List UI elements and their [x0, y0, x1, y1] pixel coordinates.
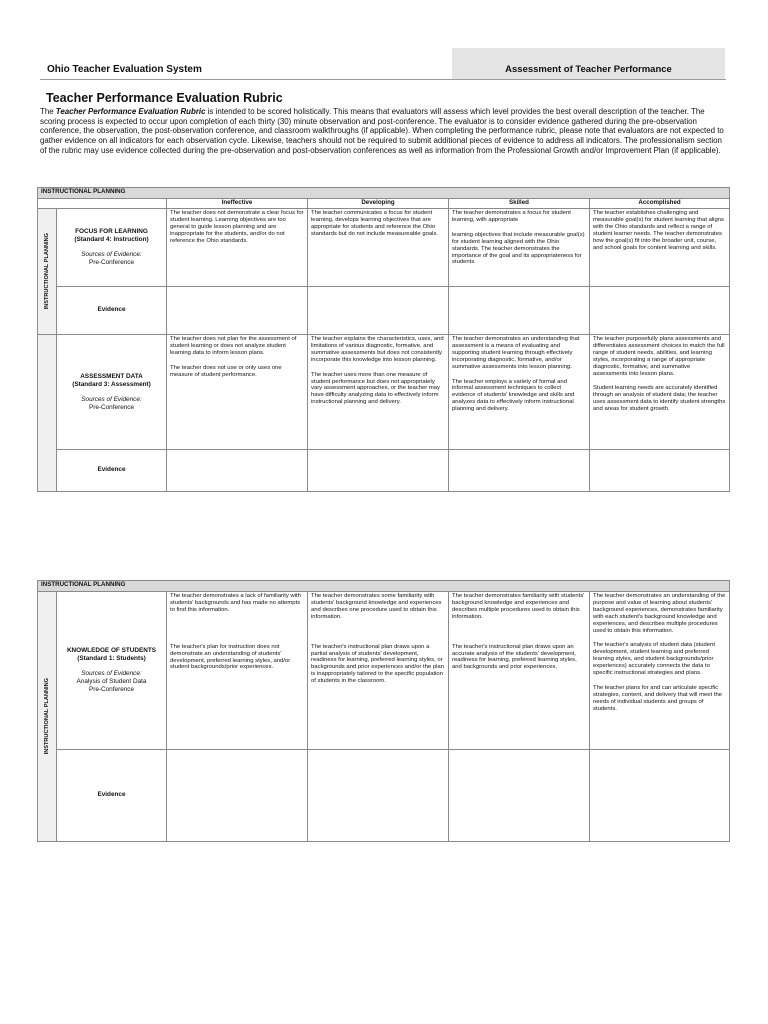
criterion-standard: (Standard 1: Students): [77, 655, 146, 662]
rating-cell-accomplished: [590, 592, 730, 750]
criterion-focus-for-learning: [57, 209, 167, 287]
side-label-cell: [38, 592, 57, 842]
evidence-cell[interactable]: [590, 287, 730, 335]
rating-cell-skilled: [449, 592, 590, 750]
descriptor-text: The teacher communicates a focus for student learning, develops learning objectives that are appropriate for students and reference the Ohio standards but do not include measureable goals.: [311, 210, 439, 237]
evidence-label: Evidence: [57, 450, 167, 492]
criterion-assessment-data: [57, 335, 167, 450]
criterion-source-item: Pre-Conference: [88, 686, 135, 693]
descriptor-text: The teacher demonstrates a lack of familiarity with students' backgrounds and has made no attempts to find this information.: [170, 593, 301, 613]
side-label-cell-blank: [38, 335, 57, 492]
criterion-standard: (Standard 3: Assessment): [72, 380, 151, 388]
column-header-accomplished: Accomplished: [590, 199, 730, 209]
descriptor-text: The teacher employs a variety of formal and informal assessment techniques to collect evidence of students' knowledge and skills and analyzes data to effectively inform instructional planning and delivery.: [452, 378, 575, 413]
column-header-developing: Developing: [308, 199, 449, 209]
descriptor-text: The teacher demonstrates some familiarity with students' background knowledge and experiences and describes one procedure used to obtain this information.: [311, 593, 442, 620]
evidence-cell[interactable]: [590, 450, 730, 492]
header-divider: [40, 79, 726, 80]
evidence-label: Evidence: [57, 750, 167, 842]
rating-cell-skilled: [449, 335, 590, 450]
rating-cell-developing: [308, 209, 449, 287]
criterion-name: ASSESSMENT DATA: [80, 372, 143, 380]
section-header: INSTRUCTIONAL PLANNING: [38, 581, 730, 592]
section-header: INSTRUCTIONAL PLANNING: [38, 188, 730, 199]
descriptor-text: The teacher does not use or only uses one measure of student performance.: [170, 364, 282, 378]
criterion-name: FOCUS FOR LEARNING: [75, 228, 148, 235]
descriptor-text: The teacher does not demonstrate a clear focus for student learning. Learning objectives are too general to guide lesson planning and are inappropriate for the students, and/or do not reference the Ohio standards.: [170, 210, 304, 244]
criterion-sources-label: Sources of Evidence:: [81, 395, 142, 403]
evidence-cell[interactable]: [590, 750, 730, 842]
criterion-sources-label: Sources of Evidence:: [81, 251, 142, 258]
rubric-table-1: [37, 187, 730, 492]
criterion-name: KNOWLEDGE OF STUDENTS: [66, 647, 157, 654]
criterion-source-item: Pre-Conference: [88, 259, 135, 266]
column-header-blank: [38, 199, 167, 209]
descriptor-text: Student learning needs are accurately identified through an analysis of student data; the teacher uses assessment data to identify student strengths and areas for student growth.: [593, 385, 726, 413]
descriptor-text: The teacher demonstrates familiarity with students' background knowledge and experiences and describes multiple procedures used to obtain this information.: [452, 593, 585, 620]
criterion-knowledge-of-students: [57, 592, 167, 750]
intro-rubric-name: Teacher Performance Evaluation Rubric: [55, 107, 206, 116]
evidence-cell[interactable]: [167, 450, 308, 492]
column-header-ineffective: Ineffective: [167, 199, 308, 209]
rating-cell-accomplished: [590, 209, 730, 287]
intro-body: is intended to be scored holistically. This means that evaluators will assess which level provides the best overall description of the teacher. The scoring process is expected to occur upon completion of each thirty (30) minute observation and post-conference. The evaluator is to consider evidence gathered during the pre-observation conference, the observation, the post-observation conference, and classroom walkthroughs (if applicable). When completing the performance rubric, please note that evaluators are not expected to gather evidence on all indicators for each observation cycle. Likewise, teachers should not be required to submit additional pieces of evidence to address all indicators. The professionalism section of the rubric may use evidence collected during the pre-observation and post-observation conferences as well as information from the Professional Growth and/or Improvement Plan (if applicable).: [40, 107, 724, 155]
descriptor-text: The teacher does not plan for the assessment of student learning or does not analyze student learning data to inform lesson plans.: [170, 336, 297, 356]
side-label: INSTRUCTIONAL PLANNING: [43, 233, 50, 310]
criterion-source-item: Analysis of Student Data: [76, 678, 147, 685]
evidence-cell[interactable]: [167, 287, 308, 335]
column-header-skilled: Skilled: [449, 199, 590, 209]
evidence-cell[interactable]: [308, 287, 449, 335]
rating-cell-ineffective: [167, 592, 308, 750]
evidence-cell[interactable]: [167, 750, 308, 842]
descriptor-text: The teacher's analysis of student data (student development, student learning and preferred learning styles, and student backgrounds/prior experiences) accurately connects the data to specific instructional strategies and plans.: [593, 642, 715, 677]
header-doc-title: [452, 48, 725, 79]
descriptor-text: The teacher's instructional plan draws upon a partial analysis of students' development, readiness for learning, preferred learning styles, or backgrounds and prior experiences and/or the plan is inappropriately tailored to the specific population of students in the classroom.: [311, 643, 444, 685]
side-label: INSTRUCTIONAL PLANNING: [43, 678, 50, 755]
header-doc-title-text: Assessment of Teacher Performance: [505, 64, 672, 75]
rating-cell-developing: [308, 335, 449, 450]
descriptor-text: The teacher uses more than one measure of student performance but does not appropriately vary assessment approaches, or the teacher may have difficulty analyzing data to effectively inform instructional planning and delivery.: [311, 371, 441, 406]
evidence-cell[interactable]: [308, 450, 449, 492]
evidence-cell[interactable]: [449, 750, 590, 842]
header-org-title: Ohio Teacher Evaluation System: [47, 64, 202, 75]
descriptor-text: The teacher's instructional plan draws upon an accurate analysis of the students' development, readiness for learning, preferred learning styles, and backgrounds and prior experiences.: [452, 643, 577, 671]
rubric-table-2: [37, 580, 730, 842]
descriptor-text: The teacher explains the characteristics, uses, and limitations of various diagnostic, formative, and summative assessments but does not consistently incorporate this knowledge into lesson planning.: [311, 336, 444, 363]
descriptor-text: The teacher demonstrates an understanding that assessment is a means of evaluating and supporting student learning through effectively incorporating diagnostic, formative, and/or summative assessments into lesson planning.: [452, 336, 580, 370]
intro-pre: The: [40, 107, 56, 116]
descriptor-text: The teacher plans for and can articulate specific strategies, content, and delivery that will meet the needs of individual students and groups of students.: [593, 684, 723, 712]
rating-cell-accomplished: [590, 335, 730, 450]
descriptor-text: The teacher's plan for instruction does not demonstrate an understanding of students' development, preferred learning styles, and/or student backgrounds/prior experiences.: [170, 643, 291, 671]
descriptor-text: learning objectives that include measurable goal(s) for student learning aligned with the Ohio standards. The teacher demonstrates the importance of the goal and its appropriateness for students.: [452, 231, 585, 266]
criterion-source-item: Pre-Conference: [88, 403, 135, 411]
evidence-label: Evidence: [57, 287, 167, 335]
side-label-cell: [38, 209, 57, 335]
page-title: Teacher Performance Evaluation Rubric: [46, 91, 283, 105]
descriptor-text: The teacher purposefully plans assessments and differentiates assessment choices to match the full range of student needs, abilities, and learning styles, incorporating a range of appropriate diagnostic, formative, and summative assessments into lesson plans.: [593, 336, 725, 377]
rating-cell-ineffective: [167, 209, 308, 287]
evidence-cell[interactable]: [449, 450, 590, 492]
descriptor-text: The teacher demonstrates a focus for student learning, with appropriate: [452, 210, 571, 223]
rating-cell-skilled: [449, 209, 590, 287]
descriptor-text: The teacher demonstrates an understanding of the purpose and value of learning about students' background experiences, demonstrates familiarity with each student's background knowledge and experiences, and describes multiple procedures used to obtain this information.: [593, 593, 726, 634]
criterion-sources-label: Sources of Evidence:: [81, 670, 142, 677]
rating-cell-developing: [308, 592, 449, 750]
evidence-cell[interactable]: [449, 287, 590, 335]
rating-cell-ineffective: [167, 335, 308, 450]
evidence-cell[interactable]: [308, 750, 449, 842]
criterion-standard: (Standard 4: Instruction): [74, 236, 149, 243]
descriptor-text: The teacher establishes challenging and measurable goal(s) for student learning that aligns with the Ohio standards and reflect a range of student learner needs. The teacher demonstrates how the goal(s) fit into the broader unit, course, and school goals for content learning and skills.: [593, 210, 724, 251]
intro-paragraph: [40, 107, 726, 156]
